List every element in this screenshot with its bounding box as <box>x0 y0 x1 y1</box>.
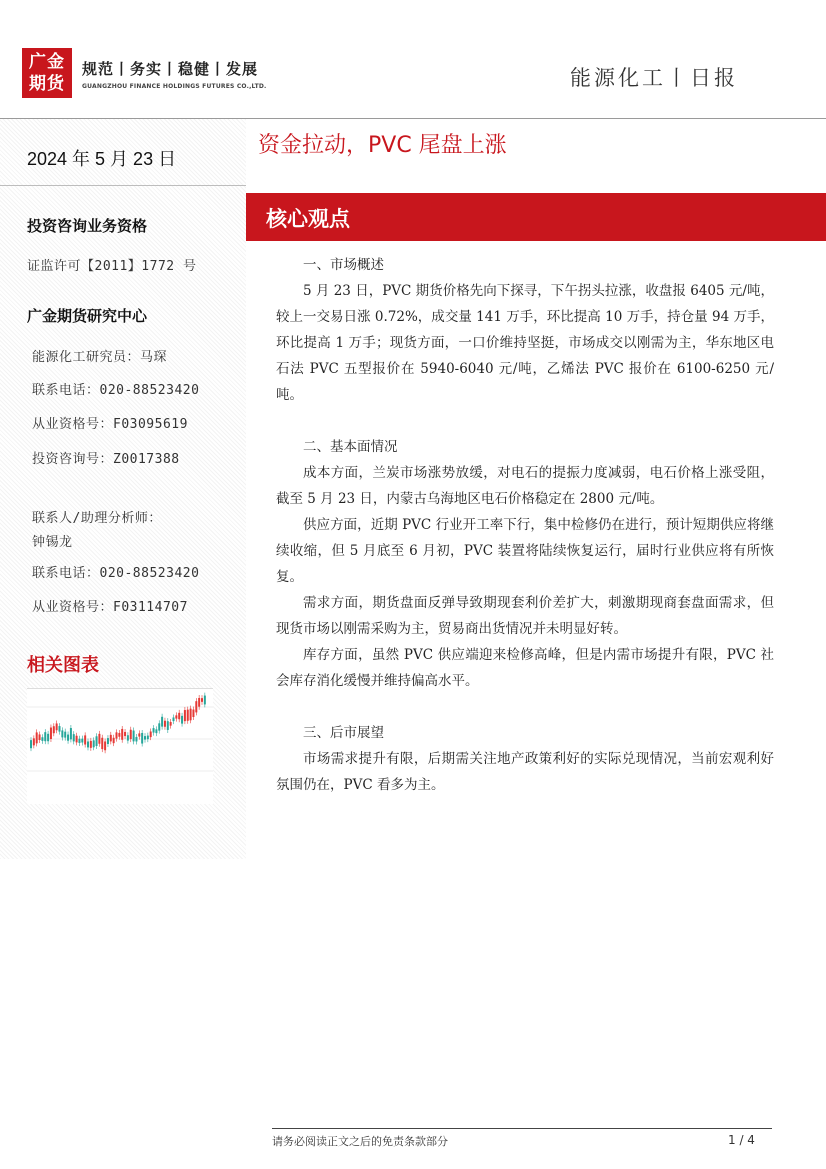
candle-body <box>161 717 163 727</box>
candle-body <box>135 737 137 742</box>
candle-body <box>33 738 35 745</box>
related-chart-thumbnail <box>27 688 213 804</box>
candle-body <box>47 734 49 741</box>
related-charts-heading: 相关图表 <box>27 655 99 676</box>
candle-body <box>175 715 177 718</box>
candle-body <box>192 710 194 717</box>
assistant-phone: 联系电话：020-88523420 <box>32 566 200 581</box>
candle-body <box>170 722 172 726</box>
candle-body <box>39 734 41 740</box>
researcher-name: 能源化工研究员：马琛 <box>32 350 168 365</box>
license-number: 证监许可【2011】1772 号 <box>27 259 197 274</box>
qualification-heading: 投资咨询业务资格 <box>27 217 148 235</box>
candle-body <box>127 735 129 740</box>
footer-divider <box>272 1128 772 1129</box>
logo-line-1: 广金 <box>29 52 65 72</box>
candle-body <box>150 731 152 737</box>
market-overview-paragraph: 5 月 23 日，PVC 期货价格先向下探寻，下午拐头拉涨，收盘报 6405 元/吨，较上一交易日涨 0.72%，成交量 141 万手，环比提高 10 万手，持仓量 94 万手，环比提高 1 万手；现货方面，一口价维持坚挺，市场成交以刚需为主，华东地区电石法 PVC 五型报价在 5940-6040 元/吨，乙烯法 PVC 报价在 6100-6250 元/吨。 <box>276 283 774 403</box>
candle-body <box>84 735 86 744</box>
assistant-cert: 从业资格号：F03114707 <box>32 600 188 615</box>
report-body <box>276 252 774 798</box>
candle-body <box>104 741 106 750</box>
company-logo <box>22 48 72 98</box>
candle-body <box>124 732 126 736</box>
candle-body <box>173 717 175 721</box>
candle-body <box>101 738 103 749</box>
candle-body <box>167 721 169 730</box>
candle-body <box>98 734 100 744</box>
candle-body <box>113 738 115 743</box>
candle-body <box>133 731 135 742</box>
candle-body <box>153 728 155 732</box>
candle-body <box>56 723 58 730</box>
supply-paragraph: 供应方面，近期 PVC 行业开工率下行，集中检修仍在进行，预计短期供应将继续收缩，但 5 月底至 6 月初，PVC 装置将陆续恢复运行，届时行业供应将有所恢复。 <box>276 517 774 585</box>
company-slogan: 规范丨务实丨稳健丨发展 <box>82 60 259 78</box>
candle-body <box>67 735 69 741</box>
candle-body <box>147 736 149 740</box>
candle-body <box>118 733 120 737</box>
sidebar-divider <box>0 185 246 186</box>
candle-body <box>61 730 63 737</box>
company-english-name: GUANGZHOU FINANCE HOLDINGS FUTURES CO.,LTD. <box>82 83 267 90</box>
candle-body <box>144 736 146 739</box>
section-2-heading: 二、基本面情况 <box>303 439 398 455</box>
candle-body <box>178 713 180 719</box>
candle-body <box>110 735 112 742</box>
candle-body <box>201 698 203 702</box>
candle-body <box>70 728 72 739</box>
candle-body <box>164 721 166 727</box>
candle-body <box>81 739 83 743</box>
cost-paragraph: 成本方面，兰炭市场涨势放缓，对电石的提振力度减弱，电石价格上涨受阻，截至 5 月 23 日，内蒙古乌海地区电石价格稳定在 2800 元/吨。 <box>276 465 774 507</box>
candle-body <box>76 736 78 743</box>
candle-body <box>184 710 186 721</box>
candle-body <box>30 740 32 748</box>
section-3-heading: 三、后市展望 <box>303 725 384 741</box>
candle-body <box>93 740 95 747</box>
researcher-consult-number: 投资咨询号：Z0017388 <box>32 452 180 467</box>
candlestick-thumbnail <box>27 689 213 804</box>
researcher-cert: 从业资格号：F03095619 <box>32 417 188 432</box>
candle-body <box>181 716 183 724</box>
candle-body <box>96 736 98 746</box>
section-1-heading: 一、市场概述 <box>303 257 384 273</box>
report-title: 资金拉动，PVC 尾盘上涨 <box>258 133 507 158</box>
candle-body <box>107 738 109 744</box>
candle-body <box>190 709 192 721</box>
candle-body <box>195 701 197 712</box>
candle-body <box>53 726 55 733</box>
candle-body <box>155 729 157 733</box>
demand-paragraph: 需求方面，期货盘面反弹导致期现套利价差扩大，刺激期现商套盘面需求，但现货市场以刚需采购为主，贸易商出货情况并未明显好转。 <box>276 595 774 637</box>
candle-body <box>187 710 189 721</box>
candle-body <box>87 742 89 748</box>
candle-body <box>204 696 206 705</box>
researcher-phone: 联系电话：020-88523420 <box>32 383 200 398</box>
candle-body <box>73 734 75 741</box>
candle-body <box>138 733 140 736</box>
candle-body <box>78 739 80 743</box>
candle-body <box>41 737 43 741</box>
inventory-paragraph: 库存方面，虽然 PVC 供应端迎来检修高峰，但是内需市场提升有限，PVC 社会库存消化缓慢并维持偏高水平。 <box>276 647 774 689</box>
candle-body <box>121 729 123 740</box>
page-number: 1 / 4 <box>728 1133 755 1147</box>
assistant-name: 钟锡龙 <box>32 535 73 550</box>
candle-body <box>44 732 46 741</box>
logo-line-2: 期货 <box>29 74 65 94</box>
disclaimer-note: 请务必阅读正文之后的免责条款部分 <box>272 1135 448 1148</box>
candle-body <box>116 732 118 738</box>
outlook-paragraph: 市场需求提升有限，后期需关注地产政策利好的实际兑现情况，当前宏观利好氛围仍在，PVC 看多为主。 <box>276 751 774 793</box>
core-view-title: 核心观点 <box>266 207 350 231</box>
research-center-heading: 广金期货研究中心 <box>27 307 148 325</box>
candle-body <box>141 733 143 744</box>
assistant-label: 联系人/助理分析师： <box>32 511 162 526</box>
candle-body <box>36 732 38 743</box>
candle-body <box>130 730 132 739</box>
candle-body <box>90 741 92 748</box>
report-type: 能源化工丨日报 <box>570 66 738 90</box>
candle-body <box>158 723 160 730</box>
candle-body <box>50 728 52 739</box>
candle-body <box>59 726 61 732</box>
candle-body <box>64 732 66 738</box>
report-date: 2024 年 5 月 23 日 <box>27 149 177 169</box>
candle-body <box>198 698 200 707</box>
